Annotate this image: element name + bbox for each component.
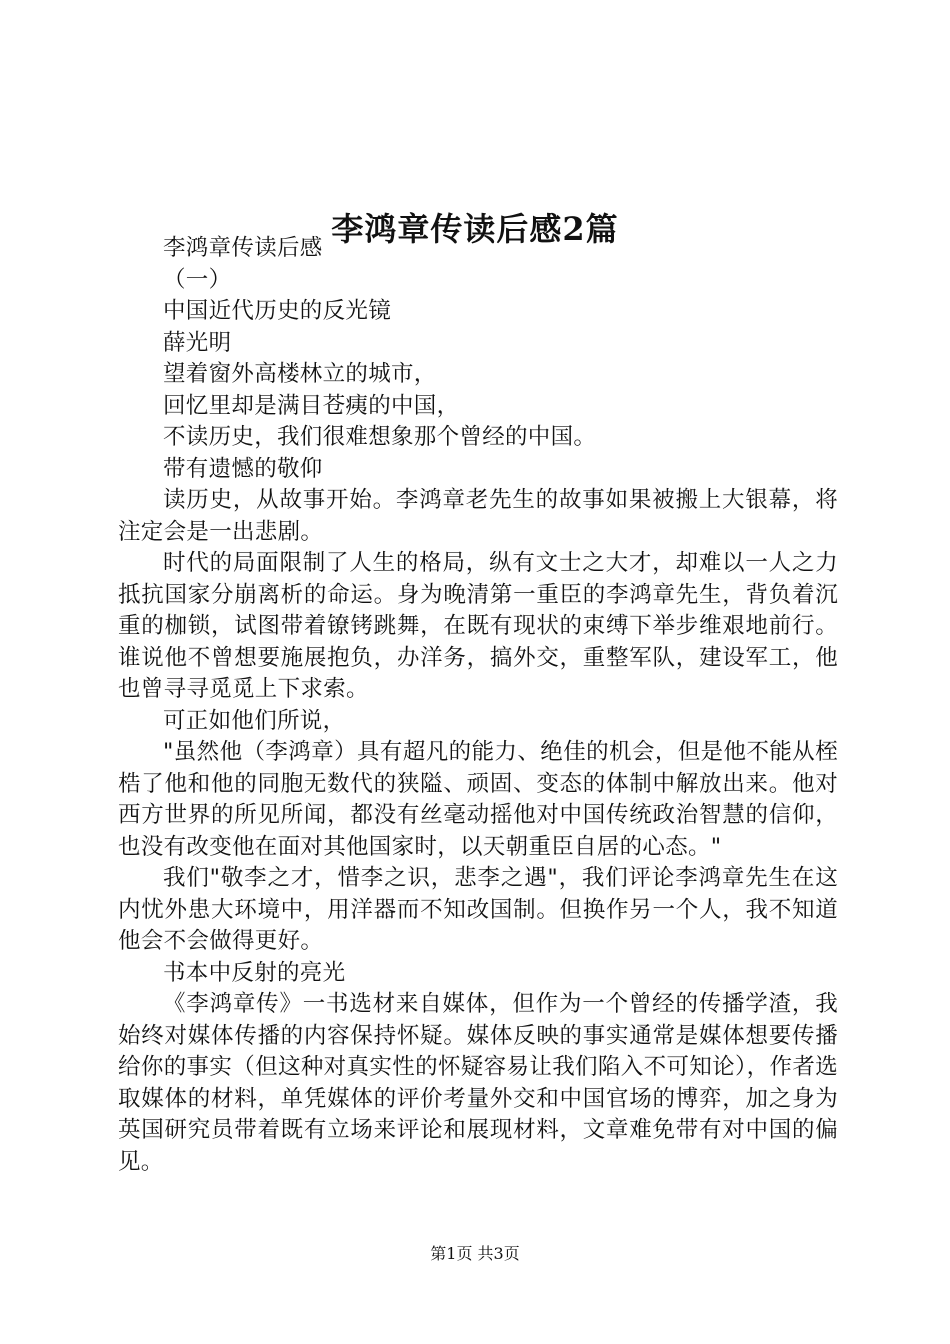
paragraph: 《李鸿章传》一书选材来自媒体，但作为一个曾经的传播学渣，我始终对媒体传播的内容保持怀疑。媒体反映的事实通常是媒体想要传播给你的事实（但这种对真实性的怀疑容易让我们陷入不可知论），作者选取媒体的材料，单凭媒体的评价考量外交和中国官场的博弈，加之身为英国研究员带着既有立场来评论和展现材料，文章难免带有对中国的偏见。 <box>118 991 838 1175</box>
paragraph: 可正如他们所说， <box>163 707 346 734</box>
paragraph: 时代的局面限制了人生的格局，纵有文士之大才，却难以一人之力抵抗国家分崩离析的命运。身为晚清第一重臣的李鸿章先生，背负着沉重的枷锁，试图带着镣铐跳舞，在既有现状的束缚下举步维艰地前行。谁说他不曾想要施展抱负，办洋务，搞外交，重整军队，建设军工，他也曾寻寻觅觅上下求索。 <box>118 550 838 702</box>
document-body <box>118 233 838 1178</box>
section-number: （一） <box>163 266 232 293</box>
paragraph: 不读历史，我们很难想象那个曾经的中国。 <box>163 424 597 450</box>
paragraph: 回忆里却是满目苍痍的中国， <box>163 392 460 419</box>
page-footer: 第1页 共3页 <box>430 1244 520 1263</box>
page-title: 李鸿章传读后感2篇 <box>331 210 619 249</box>
paragraph: 我们"敬李之才，惜李之识，悲李之遇"，我们评论李鸿章先生在这内忧外患大环境中，用洋器而不知改国制。但换作另一个人，我不知道他会不会做得更好。 <box>118 865 838 954</box>
article-title: 中国近代历史的反光镜 <box>163 298 392 324</box>
quote-paragraph: "虽然他（李鸿章）具有超凡的能力、绝佳的机会，但是他不能从桎梏了他和他的同胞无数代的狭隘、顽固、变态的体制中解放出来。他对西方世界的所见所闻，都没有丝毫动摇他对中国传统政治智慧的信仰，也没有改变他在面对其他国家时，以天朝重臣自居的心态。" <box>118 739 838 860</box>
paragraph: 读历史，从故事开始。李鸿章老先生的故事如果被搬上大银幕，将注定会是一出悲剧。 <box>118 487 838 545</box>
subtitle: 李鸿章传读后感 <box>163 235 323 261</box>
section-heading: 带有遗憾的敬仰 <box>163 455 323 482</box>
paragraph: 望着窗外高楼林立的城市， <box>163 361 437 387</box>
section-heading: 书本中反射的亮光 <box>163 959 346 986</box>
author-name: 薛光明 <box>163 329 232 356</box>
